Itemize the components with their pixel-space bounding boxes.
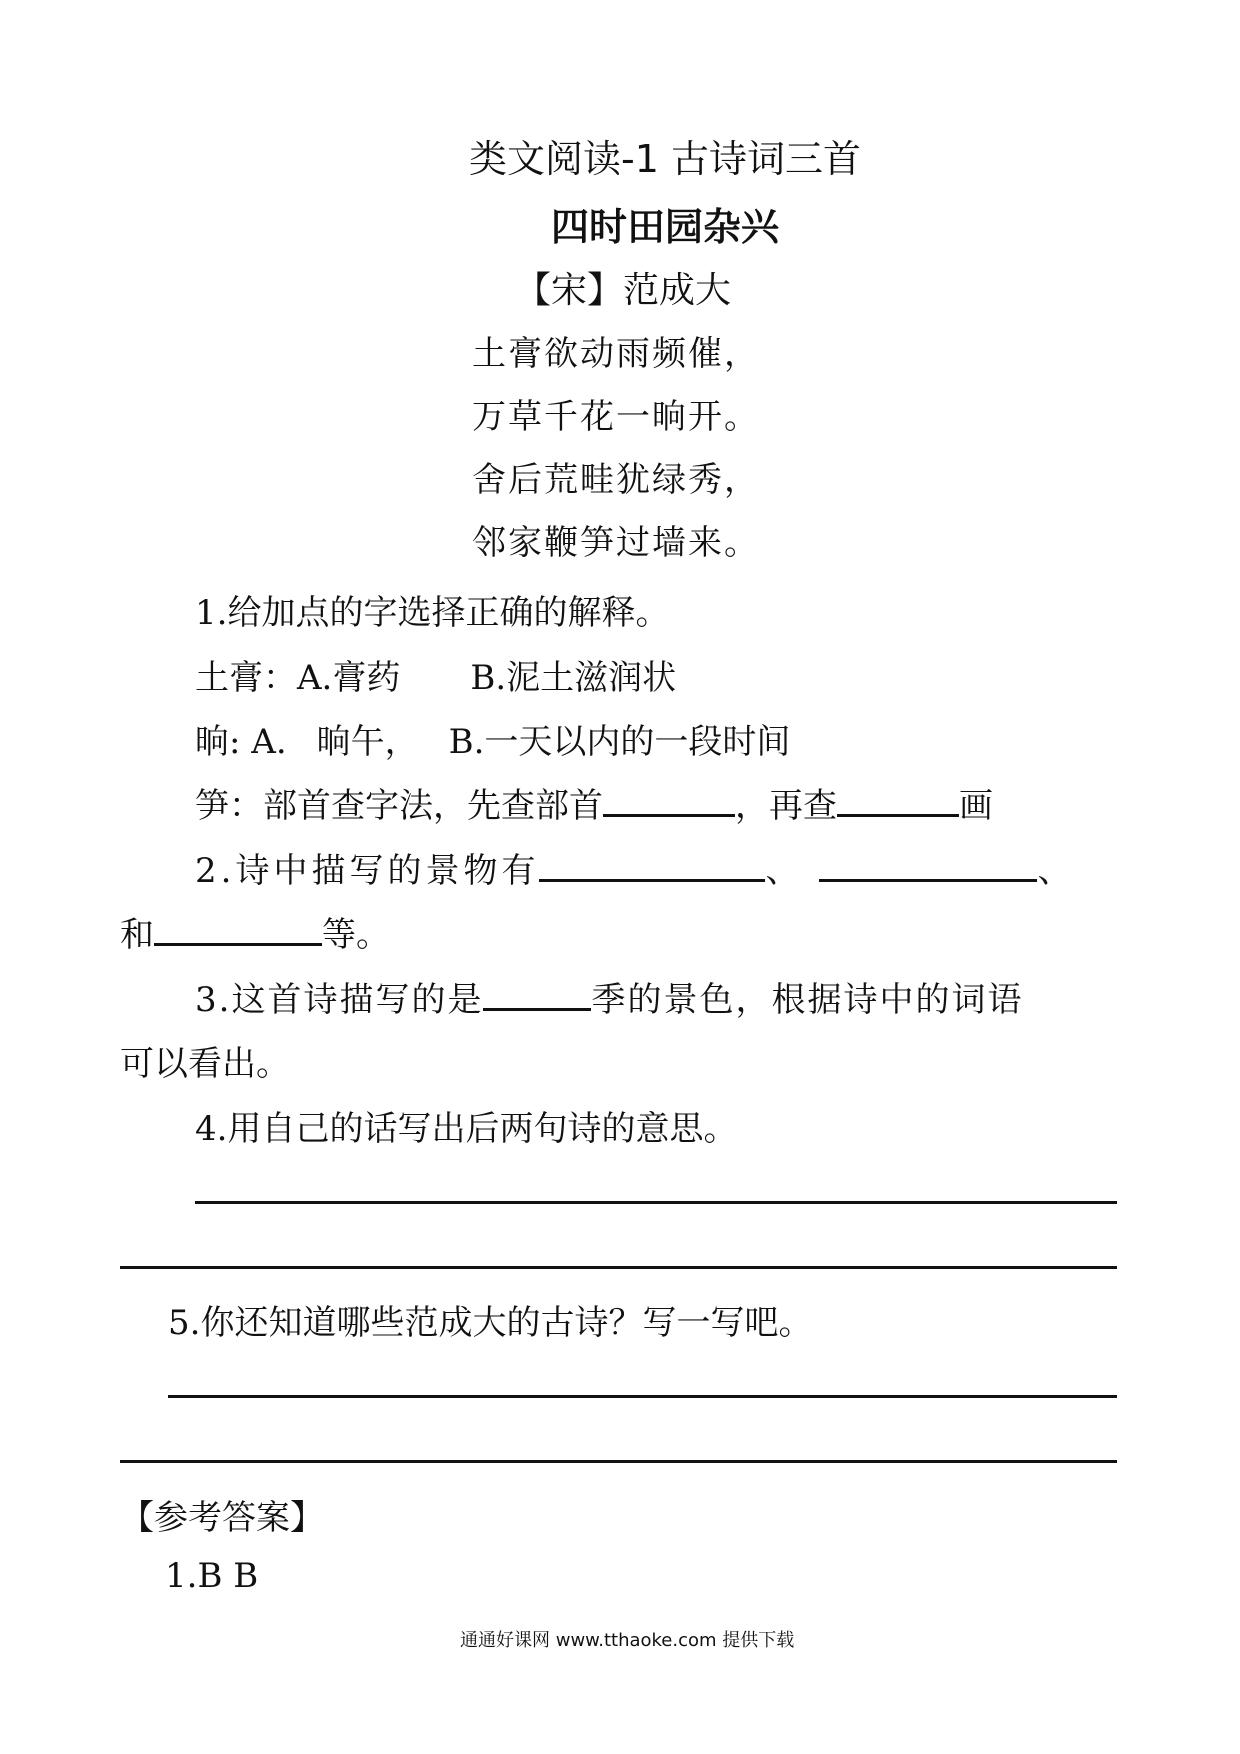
question-1-prompt: 1.给加点的字选择正确的解释。 [195, 593, 670, 633]
question-2-line-2-suffix: 等。 [322, 915, 390, 955]
question-3-prompt: 3.这首诗描写的是 [195, 980, 484, 1020]
question-1-item-c [195, 778, 993, 827]
question-2-line-2-prefix: 和 [120, 915, 154, 955]
answer-blank-strokes[interactable] [837, 784, 959, 817]
poem-line-3: 舍后荒畦犹绿秀， [472, 460, 760, 500]
question-1-item-b-option-a: 晌午， [316, 722, 419, 762]
answer-blank-radical[interactable] [603, 784, 735, 817]
poem-title: 四时田园杂兴 [550, 205, 779, 249]
question-2-separator-2: 、 [1037, 851, 1076, 891]
question-1-item-b [195, 714, 790, 763]
question-4-prompt: 4.用自己的话写出后两句诗的意思。 [195, 1109, 738, 1149]
question-2-line-2 [120, 907, 390, 956]
poem-line-2: 万草千花一晌开。 [472, 397, 760, 437]
poem-author: 【宋】范成大 [515, 270, 732, 311]
answer-blank-season[interactable] [483, 978, 591, 1011]
question-2-line-1 [195, 843, 1075, 892]
question-3-line-2: 可以看出。 [120, 1044, 290, 1084]
page-title: 类文阅读-1 古诗词三首 [469, 137, 861, 181]
question-1-item-c-middle: ，再查 [735, 786, 837, 826]
question-1-item-c-label: 笋：部首查字法，先查部首 [195, 786, 603, 826]
answer-line-q4-1[interactable] [195, 1201, 1117, 1204]
question-1-item-a-label: 土膏：A.膏药 [195, 658, 401, 698]
footer-source: 通通好课网 www.tthaoke.com 提供下载 [460, 1630, 795, 1651]
question-1-item-a [195, 650, 676, 699]
question-3-line-1 [195, 972, 1023, 1021]
question-1-item-a-option-b: B.泥土滋润状 [470, 658, 677, 698]
question-2-separator-1: 、 [765, 851, 804, 891]
answer-blank-scenery-1[interactable] [539, 849, 765, 882]
question-1-item-c-suffix: 画 [959, 786, 993, 826]
answer-line-q5-2[interactable] [120, 1460, 1117, 1463]
poem-line-4: 邻家鞭笋过墙来。 [472, 523, 760, 563]
question-2-prompt: 2.诗中描写的景物有 [195, 851, 540, 891]
answer-line-q4-2[interactable] [120, 1266, 1117, 1269]
answer-blank-scenery-3[interactable] [154, 913, 322, 946]
question-1-item-b-label: 晌: A. [195, 722, 287, 762]
answer-1: 1.B B [165, 1556, 259, 1596]
answer-line-q5-1[interactable] [168, 1395, 1117, 1398]
question-3-suffix: 季的景色，根据诗中的词语 [591, 980, 1024, 1020]
question-5-prompt: 5.你还知道哪些范成大的古诗？写一写吧。 [168, 1303, 813, 1343]
poem-line-1: 土膏欲动雨频催， [472, 334, 760, 374]
answers-heading: 【参考答案】 [120, 1498, 324, 1538]
question-1-item-b-option-b: B.一天以内的一段时间 [448, 722, 791, 762]
answer-blank-scenery-2[interactable] [819, 849, 1037, 882]
